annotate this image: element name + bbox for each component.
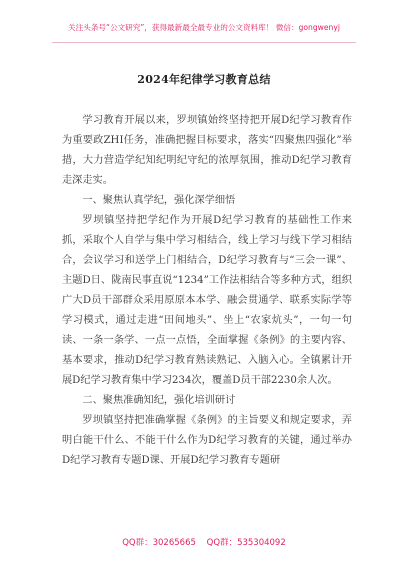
footer-qq-groups: QQ群：30265665 QQ群：535304092 <box>122 538 286 548</box>
section-1-paragraph: 罗坝镇坚持把学纪作为开展D纪学习教育的基础性工作来抓，采取个人自学与集中学习相结合，线上学习与线下学习相结合，会议学习和送学上门相结合，D纪学习教育与“三会一课”、主题D日、陇南民事直说“1234”工作法相结合等多种方式，组织广大D员干部群众采用原原本本学、融会贯通学、联系实际学等学习模式，通过走进“田间地头”、坐上“农家炕头”，一句一句读、一条一条学、一点一点悟，全面掌握《条例》的主要内容、基本要求，推动D纪学习教育熟读熟记、入脑入心。全镇累计开展D纪学习教育集中学习234次，覆盖D员干部2230余人次。 <box>62 215 352 386</box>
document-body <box>62 111 352 471</box>
section-2-paragraph: 罗坝镇坚持把准确掌握《条例》的主旨要义和规定要求，弄明白能干什么、不能干什么作为D纪学习教育的关键，通过举办D纪学习教育专题D课、开展D纪学习教育专题研 <box>62 415 352 466</box>
section-heading-1: 一、聚焦认真学纪，强化深学细悟 <box>82 195 236 206</box>
header-divider <box>52 42 356 43</box>
section-heading-2: 二、聚焦准确知纪，强化培训研讨 <box>82 395 236 406</box>
intro-paragraph: 学习教育开展以来，罗坝镇始终坚持把开展D纪学习教育作为重要政ZHI任务，准确把握目标要求，落实“四聚焦四强化”举措，大力营造学纪知纪明纪守纪的浓厚氛围，推动D纪学习教育走深走实。 <box>62 115 352 186</box>
document-title: 2024年纪律学习教育总结 <box>137 73 271 86</box>
header-promo-note: 关注头条号“公文研究”，获得最新最全最专业的公文资料库！ 微信：gongwenyj <box>68 23 340 32</box>
